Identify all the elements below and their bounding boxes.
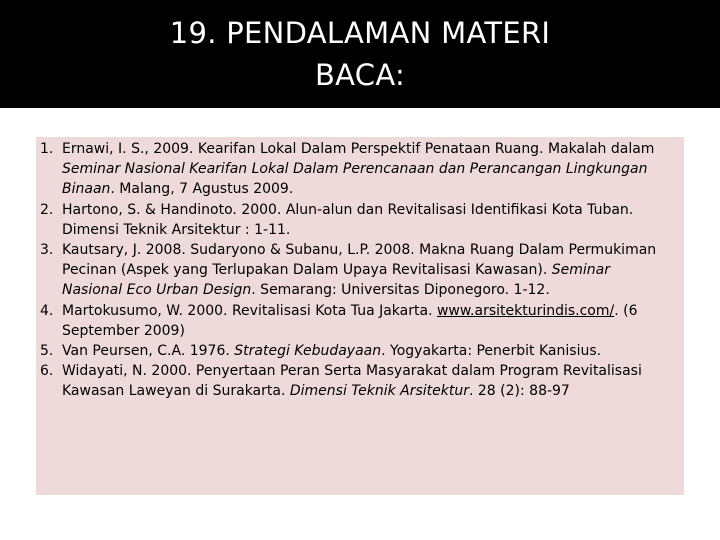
reference-text: Ernawi, I. S., 2009. Kearifan Lokal Dalam Perspektif Penataan Ruang. Makalah dalam	[62, 141, 655, 157]
reference-number: 5.	[40, 343, 54, 360]
reference-text-tail: . 28 (2): 88-97	[469, 383, 570, 400]
reference-item-1	[40, 139, 674, 200]
reference-text-tail: . Yogyakarta: Penerbit Kanisius.	[381, 343, 602, 360]
slide-title-line-1: 19. PENDALAMAN MATERI	[169, 16, 551, 50]
reference-number: 3.	[40, 242, 54, 259]
reference-text: Kautsary, J. 2008. Sudaryono & Subanu, L.P. 2008. Makna Ruang Dalam Permukiman Pecinan (Aspek yang Terlupakan Dalam Upaya Revitalisasi Kawasan).	[62, 242, 657, 279]
reference-item-2	[40, 200, 674, 240]
reference-text: Van Peursen, C.A. 1976.	[62, 343, 235, 360]
reference-number: 2.	[40, 201, 54, 218]
slide-title-line-2: BACA:	[314, 58, 406, 92]
title-bar	[0, 0, 720, 108]
reference-italic-title: Strategi Kebudayaan	[234, 343, 382, 360]
reference-item-5	[40, 341, 674, 361]
reference-item-4	[40, 301, 674, 341]
reference-list	[40, 139, 674, 402]
reference-text-tail: . Semarang: Universitas Diponegoro. 1-12.	[251, 282, 550, 299]
reference-italic-title: Seminar Nasional Eco Urban Design	[62, 262, 611, 299]
reference-number: 4.	[40, 302, 54, 319]
reference-number: 1.	[40, 141, 54, 157]
reference-text-tail: . (6 September 2009)	[62, 302, 638, 339]
reference-text: Hartono, S. & Handinoto. 2000. Alun-alun dan Revitalisasi Identifikasi Kota Tuban. Dimensi Teknik Arsitektur : 1-11.	[62, 201, 634, 238]
reference-italic-title: Dimensi Teknik Arsitektur	[289, 383, 469, 400]
reference-text: Widayati, N. 2000. Penyertaan Peran Serta Masyarakat dalam Program Revitalisasi Kawasan Laweyan di Surakarta.	[62, 363, 642, 400]
reference-box	[36, 137, 684, 495]
reference-text-tail: . Malang, 7 Agustus 2009.	[110, 181, 294, 198]
reference-item-6	[40, 361, 674, 401]
reference-link[interactable]: www.arsitekturindis.com/	[436, 302, 615, 319]
reference-number: 6.	[40, 363, 54, 380]
reference-item-3	[40, 240, 674, 301]
reference-italic-title: Seminar Nasional Kearifan Lokal Dalam Perencanaan dan Perancangan Lingkungan Binaan	[62, 161, 648, 198]
reference-text: Martokusumo, W. 2000. Revitalisasi Kota Tua Jakarta.	[62, 302, 437, 319]
